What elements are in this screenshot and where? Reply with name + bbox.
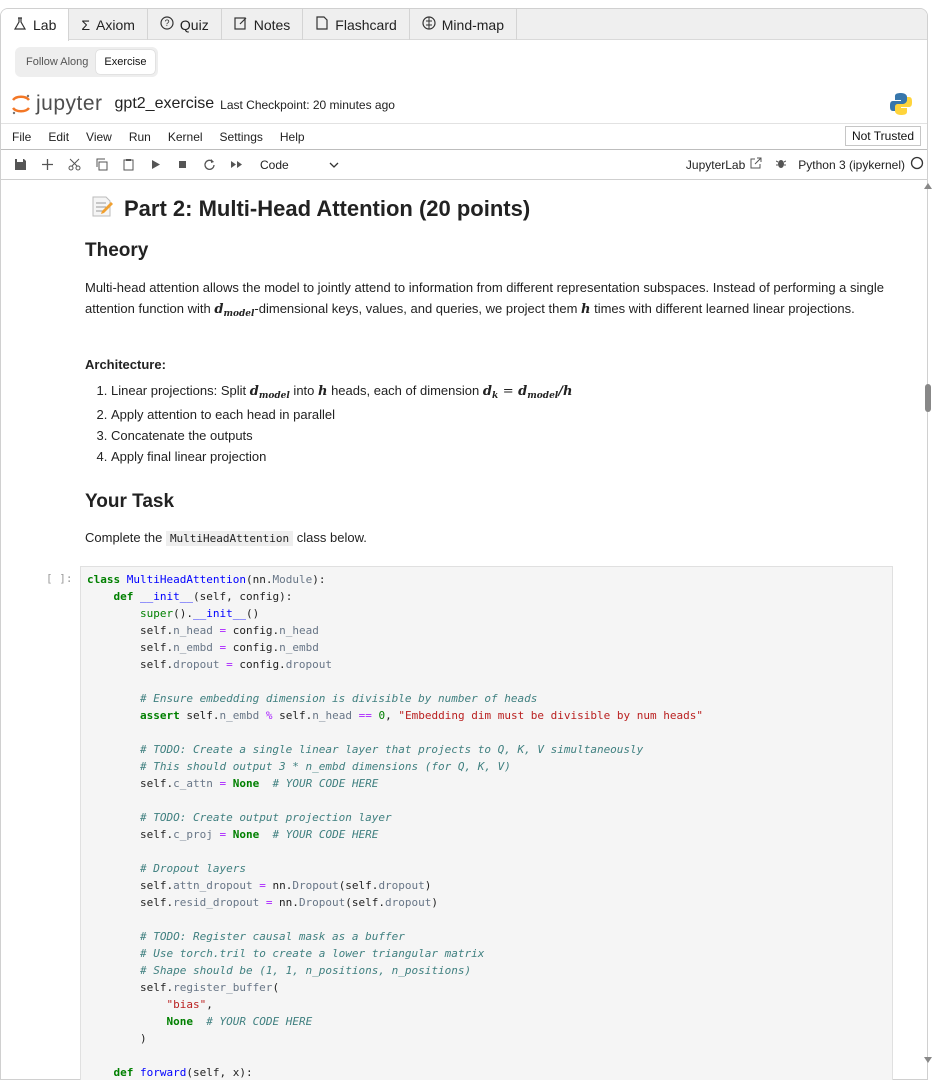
brain-icon [422,16,436,33]
tab-axiom[interactable] [69,9,148,40]
math-d-model: $d_{model}$ [249,384,290,401]
edit-icon [234,16,248,33]
svg-text:?: ? [164,18,170,28]
fast-forward-icon[interactable] [223,154,250,176]
list-item [111,380,572,404]
tab-label: Notes [253,16,291,33]
menu-view[interactable]: View [86,129,112,144]
menu-help[interactable]: Help [279,129,305,144]
flask-icon [13,17,27,34]
menu-kernel[interactable]: Kernel [167,129,203,144]
tab-quiz[interactable] [148,9,222,40]
math-h: h [318,384,328,399]
list-item: 4. Apply final linear projection [111,446,572,467]
tab-label: Mind-map [441,16,505,33]
tab-label: Lab [33,17,57,33]
save-icon[interactable] [7,154,34,176]
task-paragraph [85,527,885,549]
toolbar-right [686,156,924,173]
menu-bar [1,124,927,150]
math-d-model: $d_{model}$ [214,302,255,319]
notebook-header [1,84,927,124]
scrollbar-track [921,174,935,1074]
external-link-icon[interactable] [750,157,762,172]
restart-icon[interactable] [196,154,223,176]
task-text: class below. [293,530,367,545]
jupyter-wordmark: jupyter [36,91,103,115]
menu-file[interactable]: File [12,129,32,144]
mode-bar [1,40,927,84]
list-item: 3. Concatenate the outputs [111,425,572,446]
sigma-icon: Σ [81,16,91,33]
bug-icon[interactable] [776,157,786,172]
cell-type-value: Code [260,157,289,172]
architecture-heading: Architecture: [85,357,166,372]
kernel-name[interactable]: Python 3 (ipykernel) [798,157,905,172]
scrollbar[interactable] [921,174,935,1080]
stop-icon[interactable] [169,154,196,176]
cell-prompt: [ ]: [46,572,73,585]
menu-settings[interactable]: Settings [219,129,263,144]
architecture-list [111,380,572,467]
exercise-button[interactable]: Exercise [96,50,154,74]
math-h: h [581,302,591,317]
list-text: into [289,383,318,398]
tab-lab[interactable] [1,9,69,41]
tab-bar [1,9,927,40]
theory-text: times with different learned linear projections. [590,301,855,316]
follow-along-button[interactable]: Follow Along [26,56,89,68]
kernel-status-icon [910,156,924,173]
tab-notes[interactable] [222,9,304,40]
theory-text: Multi-head attention allows the model to jointly attend to information from different representation subspaces. Instead of performing a single attention function with [85,280,884,316]
card-icon [315,16,329,33]
math-dk-formula: $d_k = d_{model}/h$ [482,384,573,401]
copy-icon[interactable] [88,154,115,176]
jupyterlab-link[interactable]: JupyterLab [685,157,746,172]
jupyter-logo[interactable] [10,92,103,116]
inline-code: MultiHeadAttention [166,531,293,546]
tab-label: Flashcard [335,16,397,33]
section-title [90,194,530,224]
python-logo-icon [889,92,913,119]
chevron-down-icon [329,158,339,172]
task-text: Complete the [85,530,166,545]
add-cell-icon[interactable] [34,154,61,176]
run-icon[interactable] [142,154,169,176]
checkpoint-status: Last Checkpoint: 20 minutes ago [220,97,395,112]
menu-edit[interactable]: Edit [48,129,70,144]
notebook-name[interactable]: gpt2_exercise [114,94,215,112]
theory-text: -dimensional keys, values, and queries, we project them [254,301,582,316]
paste-icon[interactable] [115,154,142,176]
jupyter-icon [10,92,32,116]
theory-paragraph [85,277,885,322]
list-item: 2. Apply attention to each head in parallel [111,404,572,425]
tab-label: Axiom [96,16,135,33]
list-text: heads, each of dimension [327,383,483,398]
menu-run[interactable]: Run [128,129,151,144]
notebook-content [0,174,912,1080]
code-editor[interactable]: class MultiHeadAttention(nn.Module): def __init__(self, config): super().__init__() self.n_head = config.n_head self.n_embd = config.n_embd self.dropout = config.dropout # Ensure embedding dimension is divisible by number of heads assert self.n_embd % self.n_head == 0, "Embedding dim must be divisible by num heads" # TODO: Create a single linear layer that projects to Q, K, V simultaneously # This should output 3 * n_embd dimensions (for Q, K, V) self.c_attn = None # YOUR CODE HERE # TODO: Create output projection layer self.c_proj = None # YOUR CODE HERE # Dropout layers self.attn_dropout = nn.Dropout(self.dropout) self.resid_dropout = nn.Dropout(self.dropout) # TODO: Register causal mask as a buffer # Use torch.tril to create a lower triangular matrix # Shape should be (1, 1, n_positions, n_positions) self.register_buffer( "bias", None # YOUR CODE HERE ) def forward(self, x): [87,573,703,1079]
cell-type-select[interactable] [260,158,339,172]
theory-heading: Theory [85,240,149,261]
tab-label: Quiz [179,16,209,33]
code-cell[interactable] [80,566,893,1080]
task-heading: Your Task [85,491,175,512]
section-title-text: Part 2: Multi-Head Attention (20 points) [124,196,531,221]
memo-icon [90,194,114,224]
list-text: Linear projections: Split [111,383,250,398]
mode-toggle [15,47,158,77]
tab-flashcard[interactable] [303,9,409,40]
trust-button[interactable]: Not Trusted [845,126,921,146]
cut-icon[interactable] [61,154,88,176]
question-icon [160,16,174,33]
tab-mind-map[interactable] [410,9,517,40]
